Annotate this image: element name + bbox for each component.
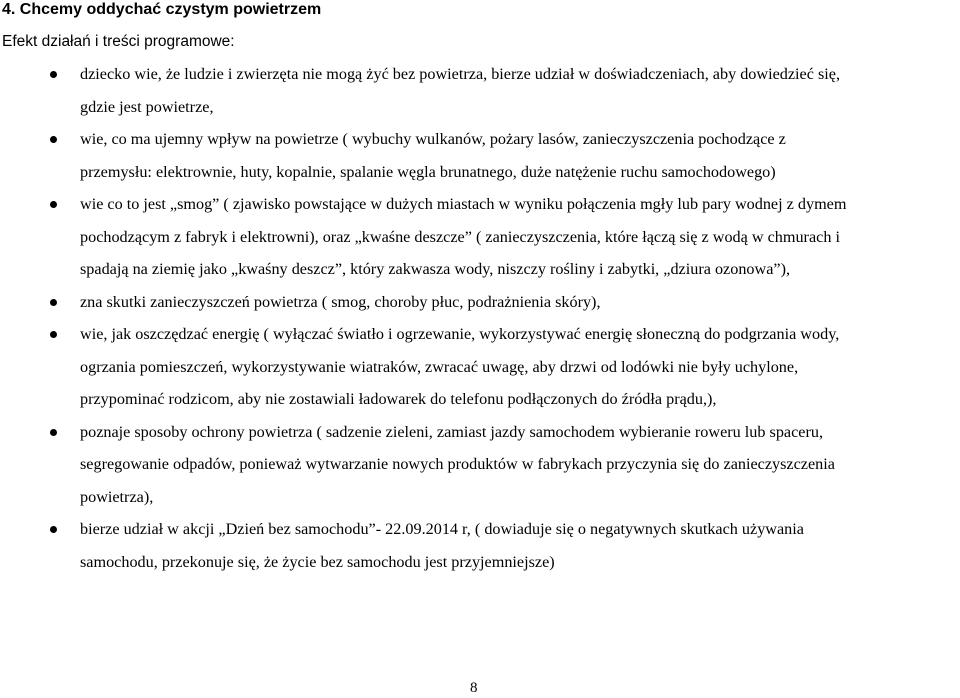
list-item-line: powietrza), [80, 487, 154, 506]
list-item-line: samochodu, przekonuje się, że życie bez samochodu jest przyjemniejsze) [80, 552, 555, 571]
list-item-line: zna skutki zanieczyszczeń powietrza ( smog, choroby płuc, podrażnienia skóry), [80, 292, 601, 311]
list-item-line: przemysłu: elektrownie, huty, kopalnie, spalanie węgla brunatnego, duże natężenie ruchu samochodowego) [80, 162, 776, 181]
list-item-line: spadają na ziemię jako „kwaśny deszcz”, który zakwasza wody, niszczy rośliny i zabytki, „dziura ozonowa”), [80, 260, 791, 278]
list-item-line: poznaje sposoby ochrony powietrza ( sadzenie zieleni, zamiast jazdy samochodem wybieranie roweru lub spaceru, [80, 422, 823, 441]
list-item-line: ogrzania pomieszczeń, wykorzystywanie wiatraków, zwracać uwagę, aby drzwi od lodówki nie były uchylone, [80, 357, 799, 376]
section-subheading: Efekt działań i treści programowe: [2, 33, 235, 50]
bullet-icon [50, 429, 57, 436]
list-item-line: wie, co ma ujemny wpływ na powietrze ( wybuchy wulkanów, pożary lasów, zanieczyszczenia pochodzące z [80, 130, 786, 148]
list-item-line: dziecko wie, że ludzie i zwierzęta nie mogą żyć bez powietrza, bierze udział w doświadczeniach, aby dowiedzieć się, [80, 65, 840, 83]
list-item-line: wie, jak oszczędzać energię ( wyłączać światło i ogrzewanie, wykorzystywać energię słoneczną do podgrzania wody, [80, 325, 840, 343]
bullet-icon [50, 136, 57, 143]
bullet-icon [50, 299, 57, 306]
list-item-line: wie co to jest „smog” ( zjawisko powstające w dużych miastach w wyniku połączenia mgły lub pary wodnej z dymem [80, 195, 847, 213]
list-item-line: pochodzącym z fabryk i elektrowni), oraz „kwaśne deszcze” ( zanieczyszczenia, które łączą się z wodą w chmurach i [80, 227, 840, 246]
bullet-icon [50, 526, 57, 533]
bullet-icon [50, 71, 57, 78]
bullet-icon [50, 201, 57, 208]
list-item-line: bierze udział w akcji „Dzień bez samochodu”- 22.09.2014 r, ( dowiaduje się o negatywnych skutkach używania [80, 520, 804, 538]
bullet-icon [50, 331, 57, 338]
page-number: 8 [470, 680, 478, 696]
section-heading: 4. Chcemy oddychać czystym powietrzem [2, 1, 322, 18]
list-item-line: gdzie jest powietrze, [80, 97, 214, 116]
list-item-line: segregowanie odpadów, ponieważ wytwarzanie nowych produktów w fabrykach przyczynia się do zanieczyszczenia [80, 455, 835, 473]
list-item-line: przypominać rodzicom, aby nie zostawiali ładowarek do telefonu podłączonych do źródła prądu,), [80, 390, 717, 408]
